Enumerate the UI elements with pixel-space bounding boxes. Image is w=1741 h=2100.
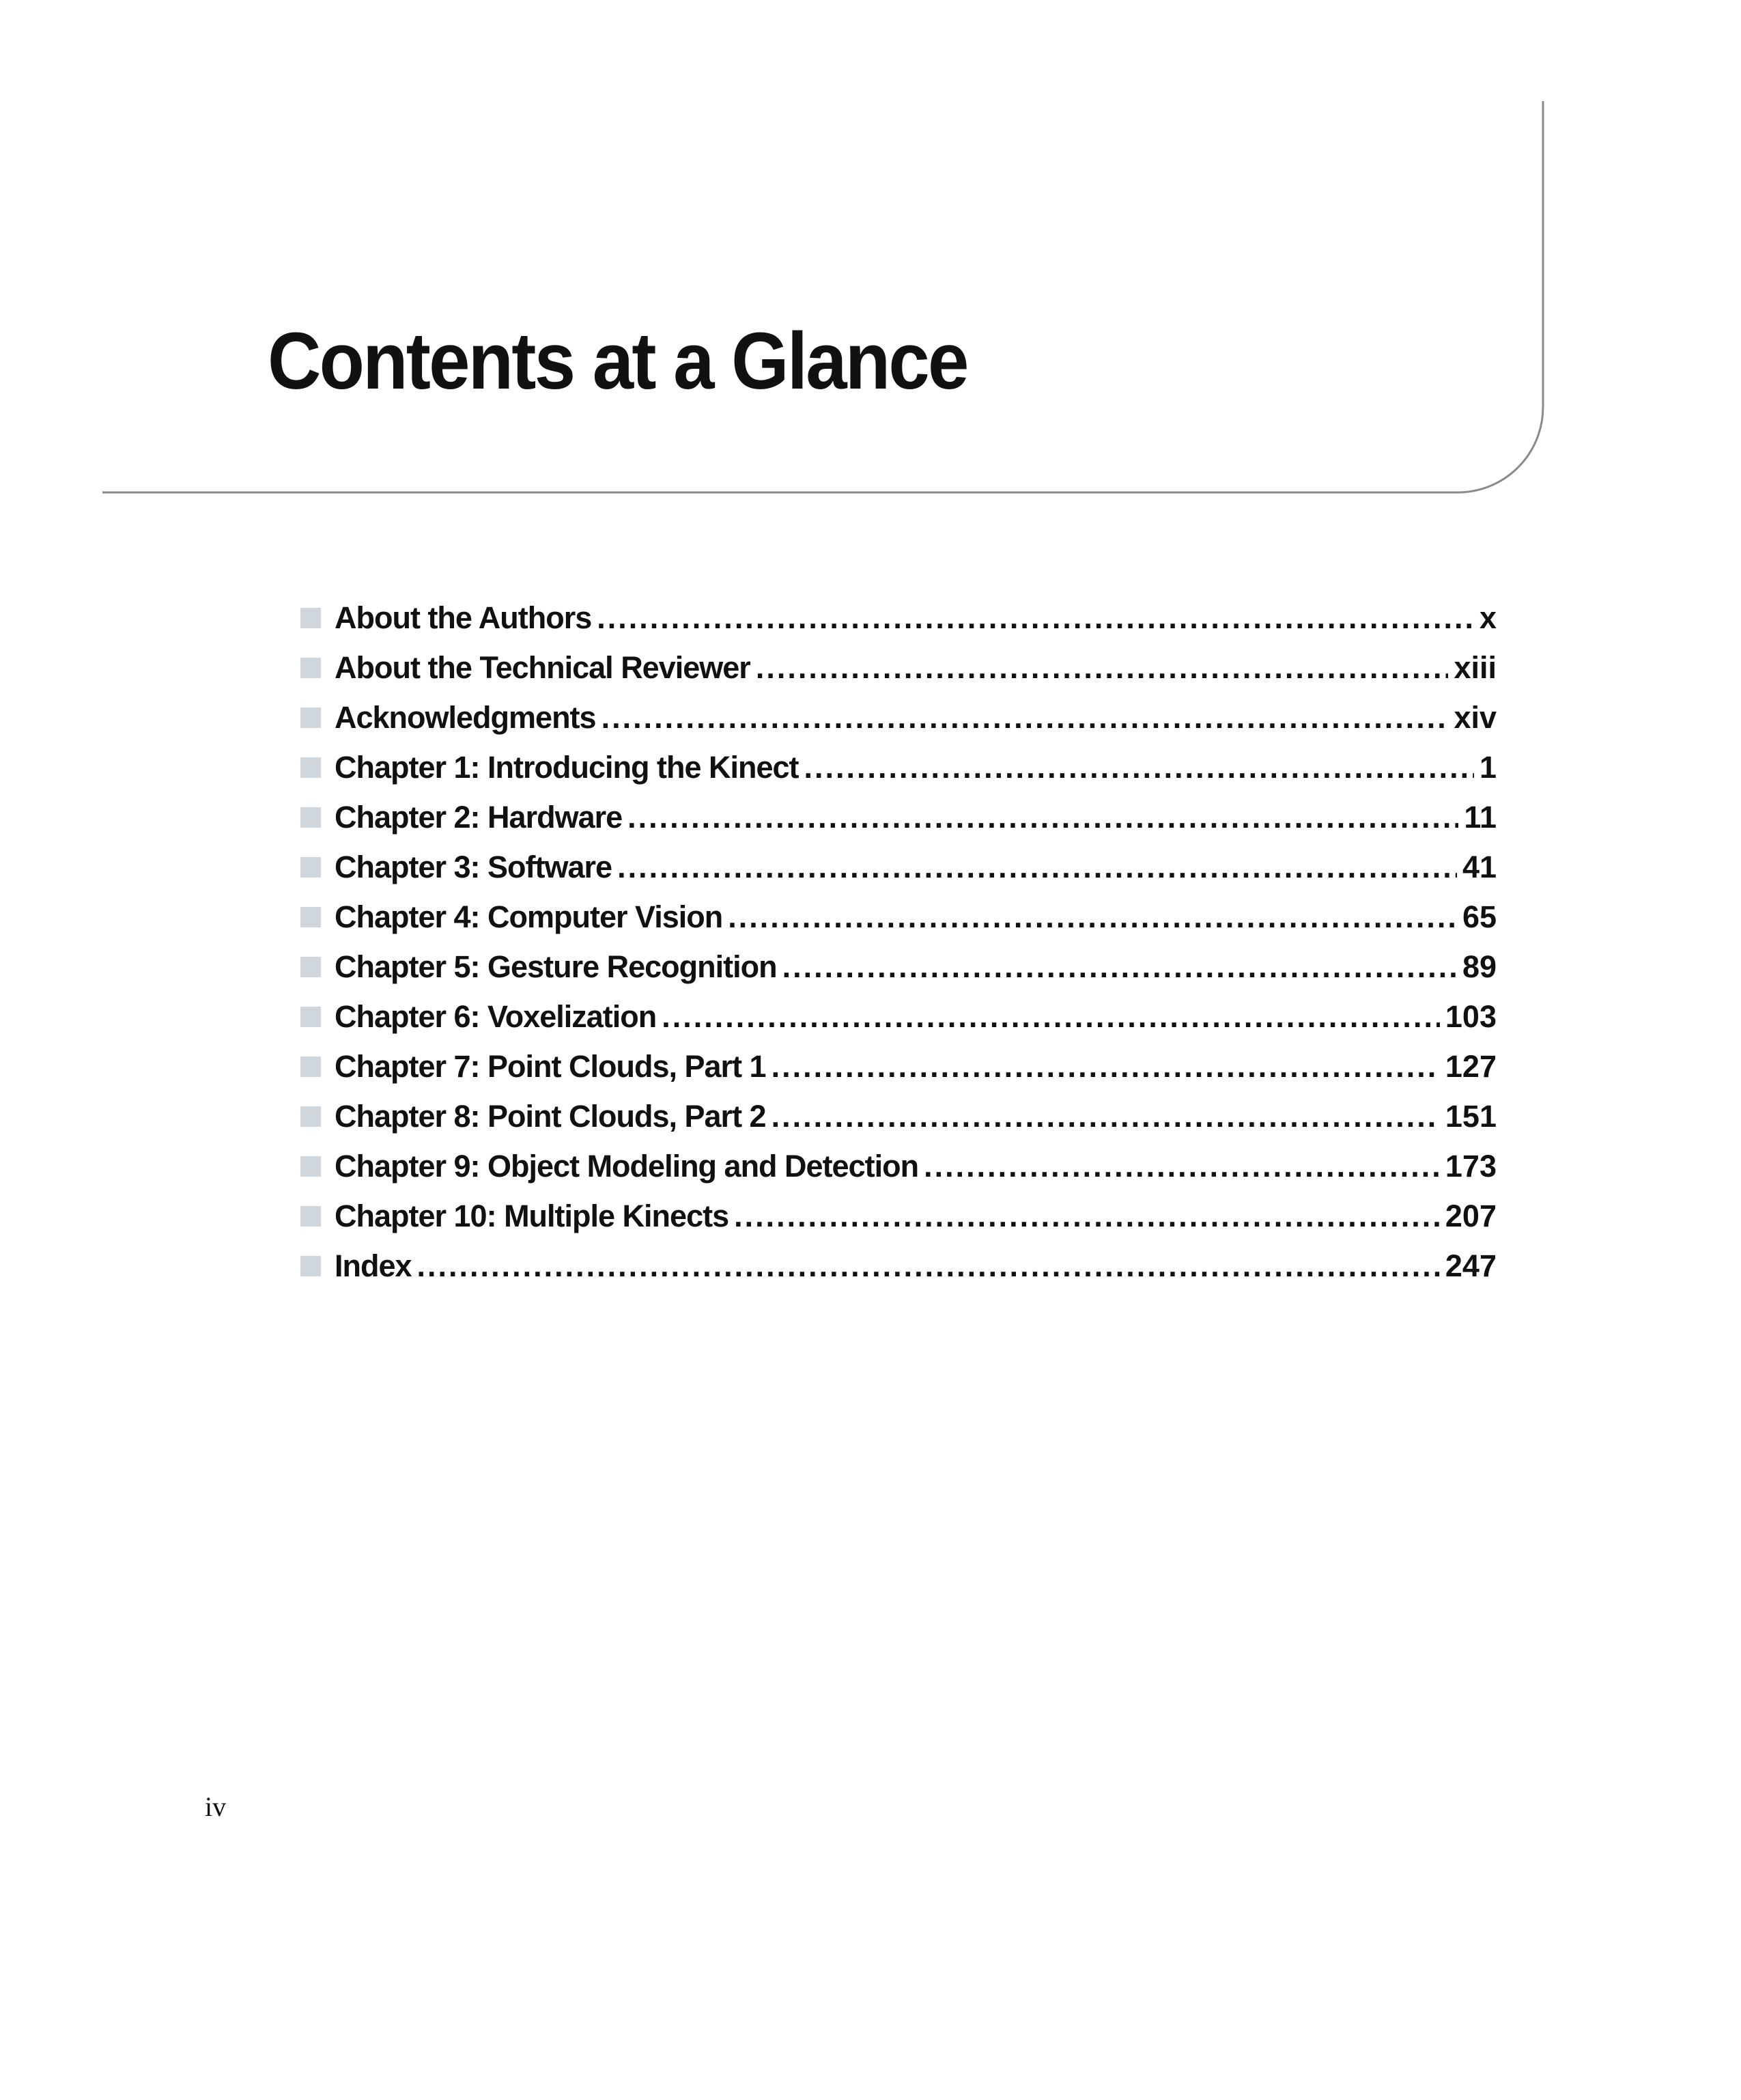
toc-entry-title: Acknowledgments <box>335 700 596 735</box>
toc-entry-title: Chapter 3: Software <box>335 850 612 884</box>
toc-entry-title: Chapter 1: Introducing the Kinect <box>335 750 799 785</box>
square-bullet-icon <box>300 1007 321 1027</box>
toc-entry[interactable] <box>300 692 1497 742</box>
toc-entry[interactable] <box>300 643 1497 692</box>
dot-leader <box>734 1191 1440 1241</box>
toc-entry-title: Chapter 7: Point Clouds, Part 1 <box>335 1049 766 1084</box>
dot-leader <box>597 593 1474 643</box>
page-title: Contents at a Glance <box>268 316 967 406</box>
toc-entry-page: 173 <box>1445 1149 1497 1184</box>
square-bullet-icon <box>300 658 321 678</box>
toc-entry[interactable] <box>300 792 1497 842</box>
toc-entry-title: Index <box>335 1248 412 1283</box>
toc-entry[interactable] <box>300 1091 1497 1141</box>
square-bullet-icon <box>300 608 321 628</box>
dot-leader <box>417 1241 1440 1291</box>
dot-leader <box>772 1041 1440 1091</box>
toc-entry-title: Chapter 8: Point Clouds, Part 2 <box>335 1099 766 1134</box>
table-of-contents <box>300 593 1497 1291</box>
toc-entry-page: 11 <box>1464 800 1497 835</box>
square-bullet-icon <box>300 1256 321 1276</box>
square-bullet-icon <box>300 907 321 927</box>
toc-entry-page: x <box>1479 600 1497 635</box>
toc-entry-title: Chapter 4: Computer Vision <box>335 899 723 934</box>
toc-entry[interactable] <box>300 1191 1497 1241</box>
toc-entry[interactable] <box>300 892 1497 942</box>
square-bullet-icon <box>300 807 321 828</box>
dot-leader <box>924 1141 1440 1191</box>
toc-entry-page: 151 <box>1445 1099 1497 1134</box>
toc-entry-page: 41 <box>1462 850 1497 884</box>
square-bullet-icon <box>300 1156 321 1177</box>
toc-entry-title: Chapter 5: Gesture Recognition <box>335 949 777 984</box>
toc-entry-page: xiv <box>1454 700 1497 735</box>
dot-leader <box>756 643 1449 692</box>
square-bullet-icon <box>300 708 321 728</box>
toc-entry-page: 1 <box>1479 750 1497 785</box>
toc-entry-page: 207 <box>1445 1199 1497 1233</box>
toc-entry-title: About the Technical Reviewer <box>335 650 750 685</box>
toc-entry[interactable] <box>300 1041 1497 1091</box>
dot-leader <box>617 842 1457 892</box>
page-number: iv <box>205 1791 227 1822</box>
square-bullet-icon <box>300 1106 321 1127</box>
toc-entry-page: xiii <box>1454 650 1497 685</box>
toc-entry[interactable] <box>300 742 1497 792</box>
dot-leader <box>627 792 1458 842</box>
toc-entry[interactable] <box>300 942 1497 992</box>
toc-entry-page: 65 <box>1462 899 1497 934</box>
square-bullet-icon <box>300 857 321 878</box>
square-bullet-icon <box>300 1056 321 1077</box>
dot-leader <box>772 1091 1440 1141</box>
dot-leader <box>728 892 1457 942</box>
toc-entry-title: About the Authors <box>335 600 592 635</box>
toc-entry-title: Chapter 9: Object Modeling and Detection <box>335 1149 919 1184</box>
toc-entry[interactable] <box>300 1241 1497 1291</box>
toc-entry-title: Chapter 10: Multiple Kinects <box>335 1199 729 1233</box>
dot-leader <box>601 692 1449 742</box>
toc-entry-page: 103 <box>1445 999 1497 1034</box>
header-frame <box>0 0 1741 505</box>
dot-leader <box>782 942 1457 992</box>
toc-entry-title: Chapter 2: Hardware <box>335 800 623 835</box>
header-rule <box>102 101 1543 492</box>
toc-entry[interactable] <box>300 842 1497 892</box>
toc-entry-page: 127 <box>1445 1049 1497 1084</box>
dot-leader <box>662 992 1440 1041</box>
toc-entry-page: 89 <box>1462 949 1497 984</box>
toc-entry[interactable] <box>300 593 1497 643</box>
toc-entry[interactable] <box>300 992 1497 1041</box>
toc-entry[interactable] <box>300 1141 1497 1191</box>
toc-entry-page: 247 <box>1445 1248 1497 1283</box>
dot-leader <box>804 742 1474 792</box>
square-bullet-icon <box>300 757 321 778</box>
square-bullet-icon <box>300 1206 321 1227</box>
toc-entry-title: Chapter 6: Voxelization <box>335 999 657 1034</box>
square-bullet-icon <box>300 957 321 977</box>
